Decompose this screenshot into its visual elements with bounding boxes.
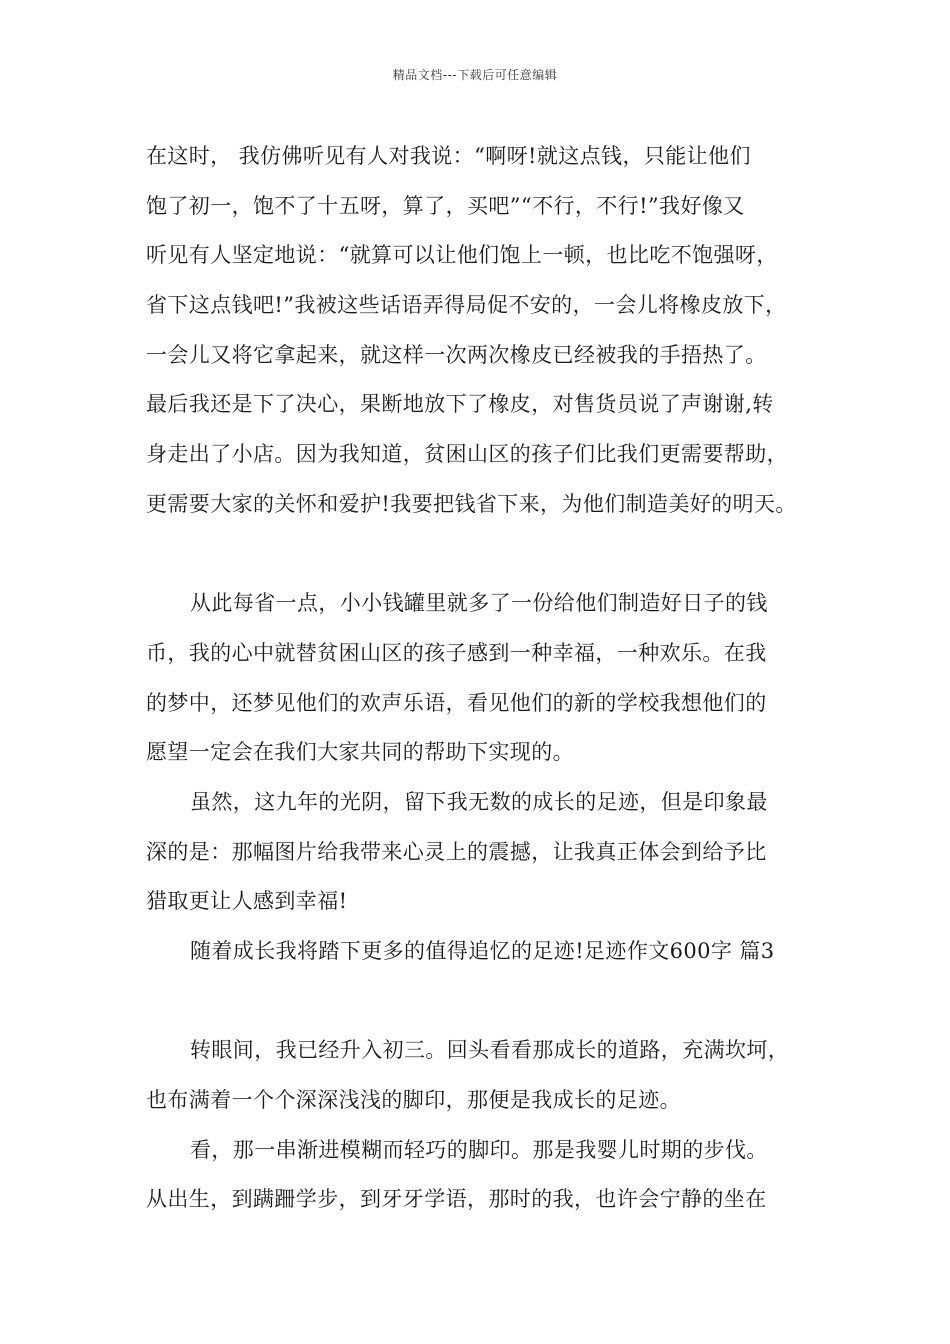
text-line: 一会儿又将它拿起来，就这样一次两次橡皮已经被我的手捂热了。 (146, 342, 767, 367)
text-line: 虽然，这九年的光阴，留下我无数的成长的足迹，但是印象最 (190, 789, 768, 814)
text-line: 转眼间，我已经升入初三。回头看看那成长的道路，充满坎坷， (190, 1038, 790, 1063)
text-line: 的梦中，还梦见他们的欢声乐语，看见他们的新的学校我想他们的 (146, 690, 767, 715)
text-line: 从出生，到蹒跚学步，到牙牙学语，那时的我，也许会宁静的坐在 (146, 1187, 767, 1212)
text-line: 币，我的心中就替贫困山区的孩子感到一种幸福，一种欢乐。在我 (146, 640, 767, 665)
text-line: 猎取更让人感到幸福! (146, 889, 348, 914)
document-body (146, 132, 836, 1225)
text-line: 最后我还是下了决心，果断地放下了橡皮，对售货员说了声谢谢,转 (146, 392, 774, 417)
page-header: 精品文档---下载后可任意编辑 (392, 68, 558, 82)
text-line: 身走出了小店。因为我知道，贫困山区的孩子们比我们更需要帮助， (146, 442, 788, 467)
text-line: 随着成长我将踏下更多的值得追忆的足迹!足迹作文600字 篇3 (190, 939, 775, 963)
blank-line (146, 977, 836, 1027)
text-line: 饱了初一，饱不了十五呀，算了，买吧”“不行，不行!”我好像又 (146, 193, 745, 218)
text-line: 省下这点钱吧!”我被这些话语弄得局促不安的，一会儿将橡皮放下， (146, 293, 787, 318)
text-line: 从此每省一点，小小钱罐里就多了一份给他们制造好日子的钱 (190, 591, 768, 616)
paragraph-4 (146, 1026, 836, 1125)
text-line: 也布满着一个个深深浅浅的脚印，那便是我成长的足迹。 (146, 1088, 681, 1113)
blank-line (146, 530, 836, 580)
text-line: 深的是：那幅图片给我带来心灵上的震撼，让我真正体会到给予比 (146, 839, 767, 864)
text-line: 看，那一串渐进模糊而轻巧的脚印。那是我婴儿时期的步伐。 (190, 1137, 768, 1162)
section-title (146, 927, 836, 977)
text-line: 愿望一定会在我们大家共同的帮助下实现的。 (146, 740, 574, 765)
paragraph-5 (146, 1126, 836, 1225)
paragraph-1 (146, 132, 836, 530)
text-line: 听见有人坚定地说：“就算可以让他们饱上一顿，也比吃不饱强呀， (146, 243, 778, 268)
text-line: 在这时， 我仿佛听见有人对我说：“啊呀!就这点钱，只能让他们 (146, 144, 751, 168)
paragraph-2 (146, 579, 836, 778)
text-line: 更需要大家的关怀和爱护!我要把钱省下来，为他们制造美好的明天。 (146, 491, 797, 516)
paragraph-3 (146, 778, 836, 927)
